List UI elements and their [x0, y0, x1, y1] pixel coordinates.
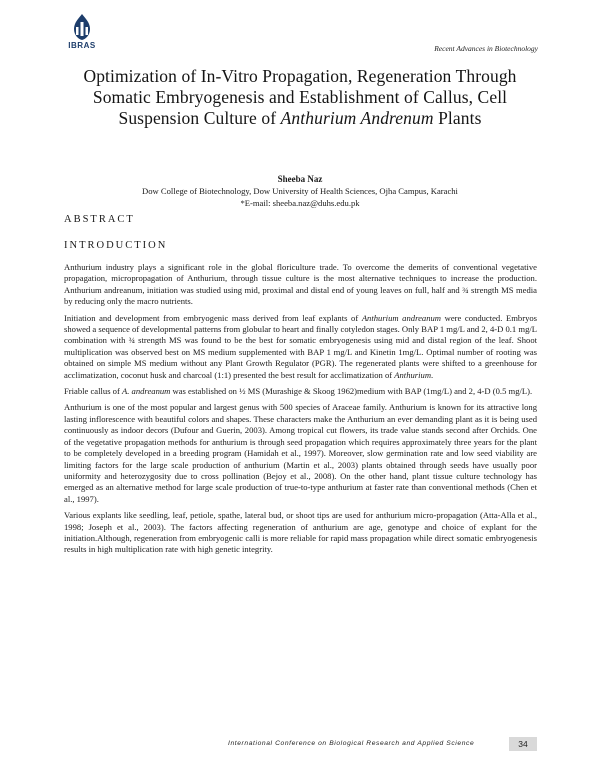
p3-text-b: was established on ½ MS (Murashige & Skoog 1962)medium with BAP (1mg/L) and 2, 4-D (0.5 mg/L). — [170, 386, 533, 397]
journal-name: Recent Advances in Biotechnology — [434, 44, 538, 53]
p2-text-a: Initiation and development from embryogenic mass derived from leaf explants of — [64, 312, 362, 323]
title-part2: Plants — [433, 108, 482, 128]
ibras-logo-icon — [71, 14, 93, 40]
body-text — [64, 262, 537, 561]
ibras-logo — [61, 14, 103, 54]
paper-title — [64, 66, 536, 129]
introduction-heading: INTRODUCTION — [64, 240, 168, 251]
p3-species: A. andreanum — [122, 386, 171, 397]
p2-species: Anthurium andreanum — [361, 312, 442, 323]
p3-text-a: Friable callus of — [64, 386, 122, 397]
paragraph-2 — [64, 313, 537, 381]
author-name: Sheeba Naz — [277, 174, 323, 184]
affiliation-block — [64, 185, 536, 209]
email: *E-mail: sheeba.naz@duhs.edu.pk — [240, 198, 360, 208]
conference-footer: International Conference on Biological Research and Applied Science — [228, 740, 475, 747]
logo-text: IBRAS — [68, 41, 96, 50]
paragraph-5: Various explants like seedling, leaf, petiole, spathe, lateral bud, or shoot tips are used for anthurium micro-propagation (Atta-Alla et al., 1998; Joseph et al., 2003). The factors affecting regeneration of anthurium are age, genotype and choice of explant for the initiation.Although, regeneration from embryogenic calli is more reliable for rapid mass propagation while direct somatic embryogenesis results in high multiplication rate with high genetic integrity. — [64, 510, 537, 555]
paragraph-3 — [64, 386, 537, 397]
title-part1: Optimization of In-Vitro Propagation, Regeneration Through Somatic Embryogenesis and Establishment of Callus, Cell Suspension Culture of — [83, 66, 517, 128]
paragraph-1: Anthurium industry plays a significant role in the global floriculture trade. To overcome the demerits of conventional vegetative propagation, micropropagation of Anthurium, through tissue culture is the most alternative techniques to increase the production. Anthurium andreanum, initiation was studied using mid, proximal and distal end of young leaves on full, half and ¾ strength MS media by reducing only the macro nutrients. — [64, 262, 537, 307]
p2-text-c: . — [431, 369, 434, 380]
p2-text-b: were conducted. Embryos showed a sequence of developmental patterns from globular to heart and finally cotyledon stages. Only BAP 1 mg/L and 2, 4-D 0.1 mg/L combination with ¾ strength MS was found to be the best for somatic embryogenesis using mid and distal region of the leaf. Shoot multiplication was observed best on MS medium supplemented with BAP 1 mg/L and Kinetin 1mg/L. Optimal number of rooting was obtained on simple MS medium without any Plant Growth Regulator (PGR). The regenerated plants were shifted to a greenhouse for acclimatization, coconut husk and charcoal (1:1) presented the best result for acclimatization of — [64, 312, 538, 380]
paragraph-4: Anthurium is one of the most popular and largest genus with 500 species of Araceae family. Anthurium is known for its attractive long lasting inflorescence with beautiful colors and shapes. These characters make the Anthurium an ever demanding plant as it is being used continuously as indoor decors (Dufour and Guerin, 2003). Among tropical cut flowers, its trade value stands second after Orchids. One of the vegetative propagation methods for anthurium is through seed propagation which requires approximately three years for the plant to be completely developed in a breeding program (Hamidah et al., 1997). Moreover, slow germination rate and low seed viability are limiting factors for the large scale production of anthurium (Martin et al., 2003) plants obtained through seeds have usually poor uniformity and heterozygosity due to cross pollination (Bejoy et al., 2008). On the other hand, plant tissue culture technology has emerged as an alternative method for large scale production of true-to-type anthurium at faster rate than conventional methods (Chen et al., 1997). — [64, 402, 537, 504]
p2-species-2: Anthurium — [394, 369, 432, 380]
title-species: Anthurium Andrenum — [280, 108, 434, 128]
page-number: 34 — [509, 737, 537, 751]
affiliation: Dow College of Biotechnology, Dow University of Health Sciences, Ojha Campus, Karachi — [142, 186, 458, 196]
abstract-heading: ABSTRACT — [64, 214, 135, 225]
